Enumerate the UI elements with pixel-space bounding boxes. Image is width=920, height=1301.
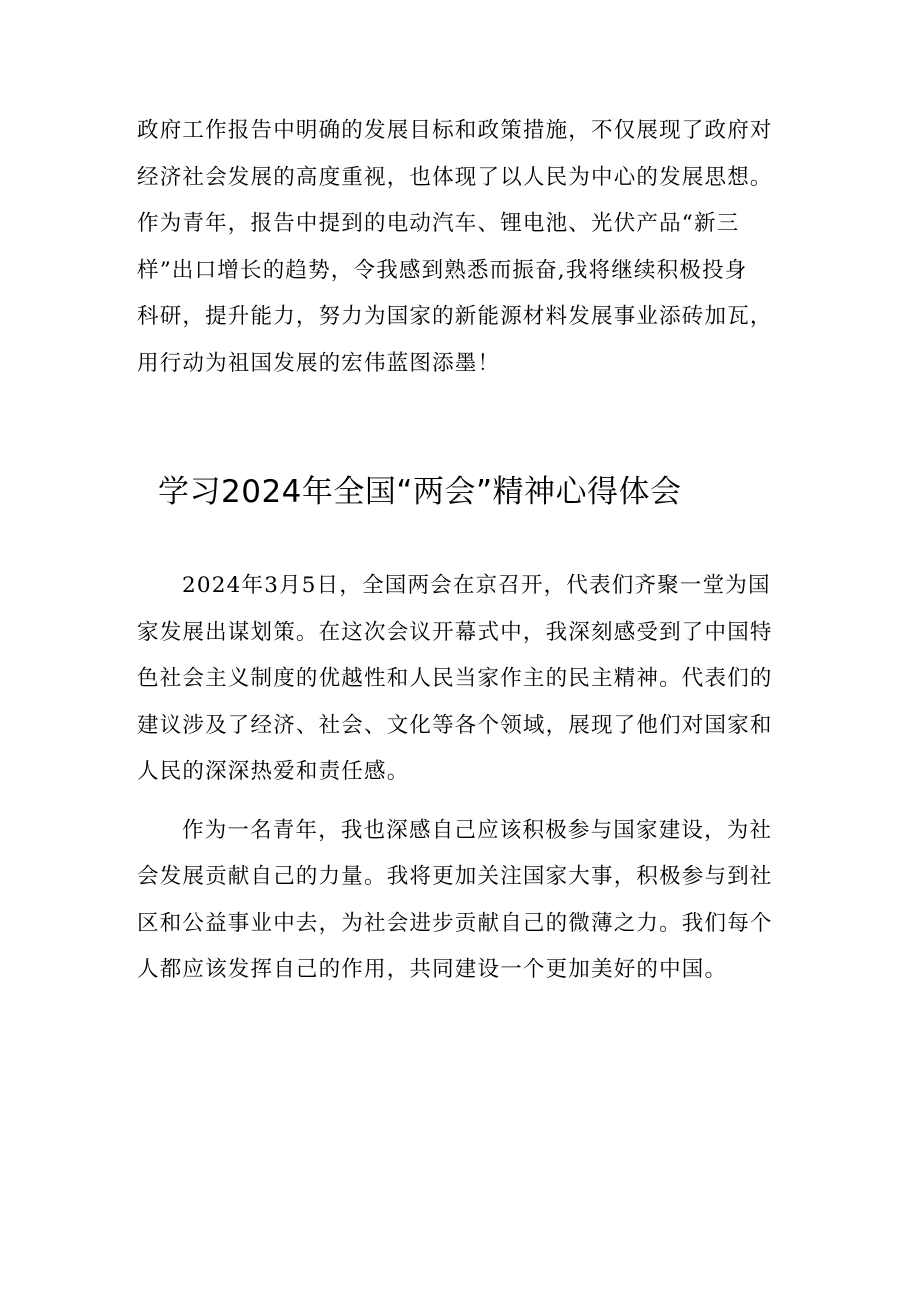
- paragraph-line: 色社会主义制度的优越性和人民当家作主的民主精神。代表们的: [137, 666, 773, 691]
- paragraph-line: 人都应该发挥自己的作用，共同建设一个更加美好的中国。: [137, 957, 728, 982]
- paragraph-line: 家发展出谋划策。在这次会议开幕式中，我深刻感受到了中国特: [137, 620, 773, 645]
- paragraph-line: 2024年3月5日，全国两会在京召开，代表们齐聚一堂为国: [182, 573, 771, 598]
- paragraph-line: 人民的深深热爱和责任感。: [137, 759, 410, 784]
- paragraph-line: 建议涉及了经济、社会、文化等各个领域，展现了他们对国家和: [137, 713, 773, 738]
- paragraph-line: 会发展贡献自己的力量。我将更加关注国家大事，积极参与到社: [137, 864, 773, 889]
- article-title: 学习2024年全国“两会”精神心得体会: [158, 474, 682, 510]
- intro-line: 经济社会发展的高度重视，也体现了以人民为中心的发展思想。: [137, 165, 773, 190]
- intro-line: 科研，提升能力，努力为国家的新能源材料发展事业添砖加瓦，: [137, 304, 773, 329]
- paragraph-line: 区和公益事业中去，为社会进步贡献自己的微薄之力。我们每个: [137, 911, 773, 936]
- paragraph-line: 作为一名青年，我也深感自己应该积极参与国家建设，为社: [182, 818, 773, 843]
- intro-line: 政府工作报告中明确的发展目标和政策措施，不仅展现了政府对: [137, 118, 773, 143]
- intro-line: 用行动为祖国发展的宏伟蓝图添墨！: [137, 351, 501, 376]
- intro-line: 作为青年，报告中提到的电动汽车、锂电池、光伏产品“新三: [137, 211, 740, 236]
- intro-line: 样”出口增长的趋势，令我感到熟悉而振奋,我将继续积极投身: [137, 258, 748, 283]
